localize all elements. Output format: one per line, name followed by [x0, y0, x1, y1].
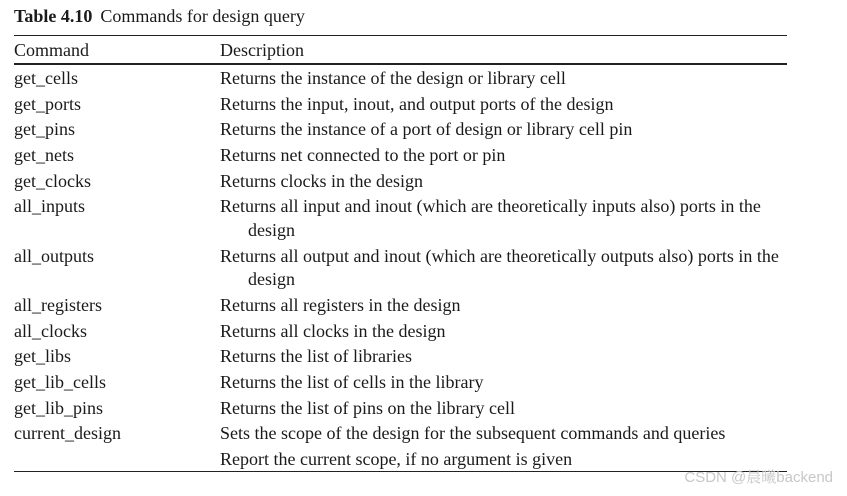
- command-cell: get_nets: [14, 145, 74, 166]
- description-cell: Returns all clocks in the design: [220, 320, 446, 341]
- table-row: [14, 93, 787, 117]
- description-cell: Returns the input, inout, and output ports of the design: [220, 93, 614, 114]
- table-row: [14, 320, 787, 344]
- command-cell: all_inputs: [14, 196, 85, 217]
- table-row: [14, 448, 787, 472]
- command-cell: get_ports: [14, 93, 81, 114]
- description-cell: Returns all input and inout (which are theoretically inputs also) ports in the design: [220, 196, 761, 240]
- description-cell: Returns the list of libraries: [220, 346, 412, 367]
- table-row: [14, 371, 787, 395]
- watermark: CSDN @晨曦backend: [684, 469, 833, 486]
- bottom-rule: [14, 471, 787, 472]
- table-row: [14, 195, 787, 242]
- table-row: [14, 422, 787, 446]
- table-row: [14, 170, 787, 194]
- header-description: Description: [220, 40, 304, 60]
- description-cell: Returns clocks in the design: [220, 170, 423, 191]
- command-cell: get_libs: [14, 346, 71, 367]
- description-cell: Sets the scope of the design for the subsequent commands and queries: [220, 423, 726, 444]
- command-cell: get_cells: [14, 68, 78, 88]
- command-cell: all_outputs: [14, 245, 94, 266]
- description-cell: Returns the instance of a port of design or library cell pin: [220, 119, 633, 140]
- command-cell: get_lib_cells: [14, 371, 106, 392]
- header-command: Command: [14, 40, 89, 60]
- table-header: [14, 39, 787, 61]
- table-row: [14, 294, 787, 318]
- description-cell: Returns net connected to the port or pin: [220, 145, 506, 166]
- description-cell: Returns the list of cells in the library: [220, 371, 484, 392]
- command-cell: get_pins: [14, 119, 75, 140]
- command-cell: get_clocks: [14, 170, 91, 191]
- table-row: [14, 67, 787, 91]
- command-cell: all_registers: [14, 294, 102, 315]
- description-cell: Returns all registers in the design: [220, 294, 461, 315]
- table-row: [14, 397, 787, 421]
- table-row: [14, 144, 787, 168]
- description-cell: Returns all output and inout (which are theoretically outputs also) ports in the design: [220, 245, 779, 290]
- description-cell: Returns the list of pins on the library cell: [220, 397, 515, 418]
- description-cell: Returns the instance of the design or library cell: [220, 68, 566, 88]
- table-number: Table 4.10: [14, 6, 93, 26]
- top-rule: [14, 35, 787, 36]
- command-cell: all_clocks: [14, 320, 87, 341]
- command-cell: current_design: [14, 423, 121, 444]
- table-row: [14, 118, 787, 142]
- table-title: Commands for design query: [100, 6, 305, 26]
- command-cell: get_lib_pins: [14, 397, 103, 418]
- table-row: [14, 245, 787, 292]
- header-rule: [14, 63, 787, 65]
- table-row: [14, 345, 787, 369]
- table-body: [14, 67, 787, 474]
- description-cell: Report the current scope, if no argument is given: [220, 448, 573, 469]
- table-caption: [14, 5, 305, 27]
